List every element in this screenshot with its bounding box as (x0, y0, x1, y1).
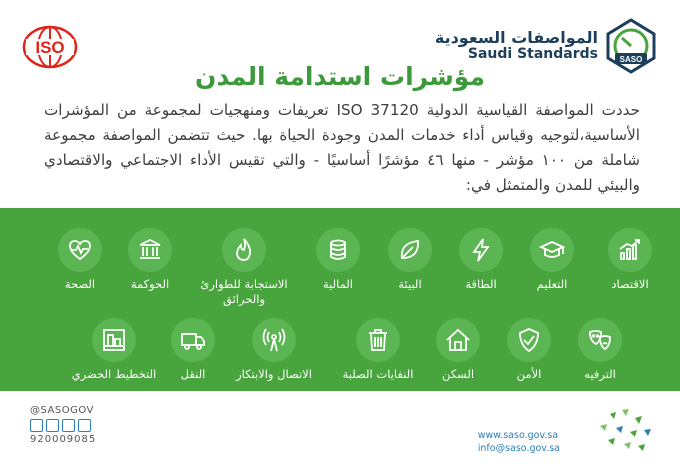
saso-english-name: Saudi Standards (467, 46, 598, 63)
graduation-cap-icon (539, 237, 565, 263)
indicator-emergency-fire (196, 228, 292, 307)
truck-icon (180, 327, 206, 353)
contact-links (478, 429, 560, 455)
indicator-label: الاستجابة للطوارئ والحرائق (200, 277, 288, 306)
indicator-label: التخطيط الحضري (71, 367, 157, 381)
indicator-label: الطاقة (465, 277, 497, 291)
facebook-icon[interactable] (46, 419, 59, 432)
indicators-panel (0, 208, 680, 391)
shield-check-icon (516, 327, 542, 353)
email-link[interactable]: info@saso.gov.sa (477, 443, 560, 454)
indicator-finance (290, 228, 386, 292)
fire-icon (231, 237, 257, 263)
heart-pulse-icon (67, 237, 93, 263)
decorative-dots-icon (580, 402, 660, 457)
indicator-label: الصحة (64, 277, 96, 291)
leaf-icon (397, 237, 423, 263)
indicator-urban-planning (66, 318, 162, 382)
website-link[interactable]: www.saso.gov.sa (477, 430, 559, 441)
broadcast-tower-icon (261, 327, 287, 353)
lightning-icon (468, 237, 494, 263)
iso-logo-text: ISO (35, 38, 65, 57)
indicator-label: السكن (441, 367, 475, 381)
phone-number: 920009085 (30, 434, 97, 445)
social-icons (30, 419, 91, 432)
page-title: مؤشرات استدامة المدن (195, 62, 485, 91)
indicator-label: البيئة (398, 277, 422, 291)
growth-chart-icon (617, 237, 643, 263)
saso-emblem-text: SASO (619, 55, 643, 64)
coins-icon (325, 237, 351, 263)
indicator-label: الحوكمة (130, 277, 170, 291)
twitter-icon[interactable] (30, 419, 43, 432)
saso-arabic-name: المواصفات السعودية (434, 28, 598, 48)
indicator-label: الترفيه (584, 367, 616, 381)
house-icon (445, 327, 471, 353)
intro-paragraph: حددت المواصفة القياسية الدولية ISO 37120 تعريفات ومنهجيات لمجموعة من المؤشرات الأساسية،لتوجيه وقياس أداء خدمات المدن وجودة الحياة بها. حيث تتضمن المواصفة مجموعة شاملة من ١٠٠ مؤشر - منها ٤٦ مؤشرًا أساسيًا - والتي تقيس الأداء الاجتماعي والاقتصادي والبيئي للمدن والمتمثل في: (44, 101, 641, 194)
theater-masks-icon (587, 327, 613, 353)
indicator-label: النفايات الصلبة (342, 367, 414, 381)
indicator-label: الأمن (516, 367, 542, 381)
urban-planning-icon (101, 327, 127, 353)
indicator-label: النقل (180, 367, 206, 381)
indicator-label: التعليم (536, 277, 568, 291)
instagram-icon[interactable] (78, 419, 91, 432)
indicator-label: الاتصال والابتكار (236, 367, 312, 381)
youtube-icon[interactable] (62, 419, 75, 432)
trash-bin-icon (365, 327, 391, 353)
indicator-label: المالية (323, 277, 353, 291)
government-building-icon (137, 237, 163, 263)
social-handle: @SASOGOV (30, 405, 94, 416)
indicator-label: الاقتصاد (611, 277, 649, 291)
indicator-solid-waste (330, 318, 426, 382)
indicator-health (32, 228, 128, 292)
